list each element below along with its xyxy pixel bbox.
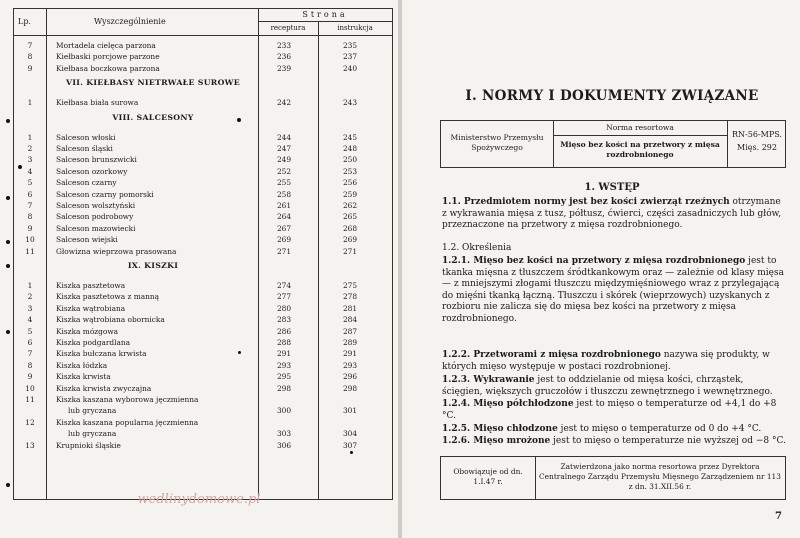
table-row: [14, 234, 392, 245]
recipe-page: 242: [276, 98, 292, 108]
instruction-page: 248: [342, 144, 358, 153]
row-number: 4: [27, 315, 33, 325]
recipe-page: 303: [276, 429, 292, 439]
table-row: [14, 440, 392, 451]
row-name: Kiszka łódzka: [56, 360, 108, 370]
row-number: 2: [27, 144, 33, 153]
table-row: [14, 97, 392, 108]
table-row: [14, 40, 392, 51]
row-name: Kiszka wątrobiana obornicka: [56, 315, 165, 325]
row-name: Kiszka podgardlana: [56, 338, 131, 347]
row-number: 3: [27, 303, 33, 313]
ministry-name: Ministerstwo Przemysłu Spożywczego: [450, 133, 544, 152]
table-row: [14, 51, 392, 62]
row-number: 6: [27, 189, 33, 199]
row-name: lub gryczana: [68, 429, 117, 439]
instruction-page: 291: [342, 349, 358, 359]
row-name: lub gryczana: [68, 406, 117, 416]
instruction-page: 235: [342, 41, 358, 50]
recipe-page: 233: [276, 41, 292, 50]
row-number: 7: [27, 41, 33, 50]
paragraph-lead: 1.2.5. Mięso chłodzone: [442, 424, 558, 434]
ink-mark: [6, 196, 10, 200]
paragraph-text: otrzymane z wykrawania mięsa z tusz, półtusz, ćwierci, części zasadniczych lub głów, przeznaczone na przetwory z mięsa rozdrobnionego.: [442, 197, 782, 231]
norm-type: Norma resortowa: [606, 123, 674, 132]
instruction-page: 259: [342, 189, 358, 199]
row-name: Głowizna wieprzowa prasowana: [56, 246, 177, 256]
row-number: 1: [27, 98, 33, 108]
header-name: Wyszczególnienie: [94, 17, 166, 26]
row-name: Salceson podrobowy: [56, 212, 134, 222]
instruction-page: 304: [342, 429, 358, 439]
page-number: 7: [775, 511, 782, 522]
table-row: [14, 291, 392, 302]
recipe-page: 298: [276, 383, 292, 393]
row-number: 10: [25, 383, 35, 393]
recipe-page: 261: [276, 201, 292, 210]
instruction-page: 265: [342, 212, 358, 222]
row-number: 4: [27, 166, 33, 176]
recipe-page: 255: [276, 178, 292, 188]
header-page-group: Strona: [302, 10, 348, 19]
recipe-page: 291: [276, 349, 292, 359]
paragraph-text: nazywa się produkty, w których mięso występuje w postaci rozdrobnionej.: [442, 350, 770, 372]
table-row: [14, 200, 392, 211]
instruction-page: 237: [342, 52, 358, 62]
paragraph-1-2-6: [442, 436, 786, 448]
header-instruction: instrukcja: [337, 24, 373, 32]
row-name: Kiełbaski porcjowe parzone: [56, 52, 160, 62]
section-title: 1. WSTĘP: [584, 182, 640, 193]
paragraph-lead: 1.2.2. Przetworami z mięsa rozdrobnionego: [442, 350, 661, 360]
row-number: 9: [27, 223, 33, 233]
header-divider: [14, 35, 392, 36]
paragraph-text: jest to mięso o temperaturze od 0 do +4 °C.: [557, 424, 762, 434]
paragraph-lead: 1.2.4. Mięso półchłodzone: [442, 399, 574, 409]
row-name: Kiszka mózgowa: [56, 326, 119, 336]
ink-mark: [237, 118, 241, 122]
row-name: Kiszka krwista zwyczajna: [56, 383, 152, 393]
norm-subject: Mięso bez kości na przetwory z mięsa rozdrobnionego: [560, 140, 720, 159]
recipe-page: 277: [276, 292, 292, 302]
recipe-page: 306: [276, 440, 292, 450]
paragraph-1-2-4: [442, 399, 786, 422]
instruction-page: 293: [342, 360, 358, 370]
table-row: [14, 360, 392, 371]
table-row: [14, 326, 392, 337]
recipe-page: 300: [276, 406, 292, 416]
row-name: Kiszka wątrobiana: [56, 303, 126, 313]
row-name: Kiszka pasztetowa z manną: [56, 292, 160, 302]
ink-mark: [6, 264, 10, 268]
table-row: [14, 428, 392, 439]
section-heading: VII. KIEŁBASY NIETRWAŁE SUROWE: [66, 78, 240, 88]
recipe-page: 269: [276, 235, 292, 245]
row-name: Kiszka kaszana wyborowa jęczmienna: [56, 395, 199, 404]
row-number: 11: [25, 246, 35, 256]
document-title: I. NORMY I DOKUMENTY ZWIĄZANE: [465, 88, 759, 104]
table-row: [14, 63, 392, 74]
paragraph-text: jest to mięso o temperaturze nie wyższej od −8 °C.: [550, 436, 786, 446]
instruction-page: 284: [342, 315, 358, 325]
paragraph-1-1: [442, 197, 786, 232]
paragraph-text: jest to tkanka mięsna z tłuszczem śródtkankowym oraz — zależnie od klasy mięsa — z mniejszymi złogami tłuszczu międzymięśniowego wraz z przylegającą do mięśni tkanką łączną. Tłuszczu i skórek (wieprzowych) uzyskanych z rozbioru nie zalicza się do mięsa bez kości na przetwory z mięsa rozdrobnionego.: [442, 256, 784, 324]
table-row: [14, 132, 392, 143]
instruction-page: 245: [342, 132, 358, 142]
instruction-page: 298: [342, 383, 358, 393]
approval-box: [440, 456, 786, 500]
row-number: 1: [27, 281, 33, 290]
ink-mark: [6, 240, 10, 244]
right-page: [402, 0, 800, 538]
recipe-page: 236: [276, 52, 292, 62]
row-name: Salceson brunszwicki: [56, 155, 137, 165]
recipe-page: 283: [276, 315, 292, 325]
paragraph-1-2-3: [442, 375, 786, 398]
header-recipe: receptura: [270, 24, 306, 32]
row-name: Salceson czarny: [56, 178, 117, 188]
paragraph-lead: 1.2.3. Wykrawanie: [442, 375, 535, 385]
header-lp: Lp.: [18, 17, 31, 26]
ink-mark: [6, 330, 10, 334]
paragraph-1-2-5: [442, 424, 786, 436]
row-name: Kiszka kaszana popularna jęczmienna: [56, 417, 199, 427]
table-row: [14, 371, 392, 382]
row-number: 8: [27, 360, 33, 370]
paragraph-lead: 1.2.1. Mięso bez kości na przetwory z mięsa rozdrobnionego: [442, 256, 746, 266]
table-row: [14, 348, 392, 359]
paragraph-text: jest to mięso o temperaturze od +4,1 do +8 °C.: [442, 399, 777, 421]
paragraph-text: jest to oddzielanie od mięsa kości, chrząstek, ścięgien, większych gruczołów i tłuszczu zewnętrznego i wewnętrznego.: [442, 375, 773, 397]
row-number: 10: [25, 235, 35, 245]
recipe-page: 267: [276, 223, 292, 233]
row-number: 8: [27, 212, 33, 222]
instruction-page: 307: [342, 440, 358, 450]
table-row: [14, 143, 392, 154]
norm-header-box: [440, 120, 786, 168]
instruction-page: 240: [342, 63, 358, 73]
section-heading: VIII. SALCESONY: [112, 112, 194, 122]
instruction-page: 281: [342, 303, 358, 313]
paragraph-1-2-2: [442, 350, 786, 373]
table-row: [14, 189, 392, 200]
instruction-page: 256: [342, 178, 358, 188]
section-heading: IX. KISZKI: [127, 261, 179, 270]
contents-table: [13, 8, 393, 500]
recipe-page: 274: [276, 281, 292, 290]
recipe-page: 288: [276, 338, 292, 347]
table-row: [14, 417, 392, 428]
row-number: 5: [27, 178, 33, 188]
row-name: Kiszka pasztetowa: [56, 281, 126, 290]
table-row: [14, 383, 392, 394]
recipe-page: 239: [276, 63, 292, 73]
effective-date: Obowiązuje od dn. 1.I.47 r.: [453, 467, 523, 486]
instruction-page: 287: [342, 326, 358, 336]
paragraph-1-2-1: [442, 256, 786, 326]
recipe-page: 249: [276, 155, 292, 165]
row-number: 3: [27, 155, 33, 165]
row-number: 13: [25, 440, 35, 450]
watermark: wedlinydomowe.pl: [137, 492, 261, 507]
instruction-page: 268: [342, 223, 358, 233]
row-name: Krupnioki śląskie: [56, 440, 121, 450]
instruction-page: 250: [342, 155, 358, 165]
row-name: Salceson śląski: [56, 144, 113, 153]
recipe-page: 280: [276, 303, 292, 313]
norm-code: RN-56-MPS. Mięs. 292: [732, 130, 782, 152]
table-row: [14, 394, 392, 405]
row-name: Kiszka bułczana krwista: [56, 349, 147, 359]
row-name: Salceson czarny pomorski: [56, 189, 154, 199]
row-number: 7: [27, 349, 33, 359]
recipe-page: 271: [276, 246, 292, 256]
paragraph-lead: 1.2.6. Mięso mrożone: [442, 436, 551, 446]
instruction-page: 296: [342, 372, 358, 382]
recipe-page: 244: [276, 132, 292, 142]
recipe-page: 286: [276, 326, 292, 336]
table-row: [14, 246, 392, 257]
recipe-page: 252: [276, 166, 292, 176]
ink-mark: [238, 351, 241, 354]
paragraph-1-2: 1.2. Określenia: [442, 243, 512, 253]
box-divider: [535, 457, 536, 499]
row-name: Mortadela cielęca parzona: [56, 41, 156, 50]
header-divider: [258, 21, 392, 22]
row-number: 1: [27, 132, 33, 142]
recipe-page: 247: [276, 144, 292, 153]
row-name: Kiełbasa boczkowa parzona: [56, 63, 160, 73]
table-row: [14, 314, 392, 325]
table-row: [14, 223, 392, 234]
row-number: 2: [27, 292, 33, 302]
instruction-page: 301: [342, 406, 358, 416]
recipe-page: 293: [276, 360, 292, 370]
ink-mark: [350, 451, 353, 454]
row-number: 6: [27, 338, 33, 347]
recipe-page: 258: [276, 189, 292, 199]
row-name: Salceson wolsztyński: [56, 201, 136, 210]
table-row: [14, 211, 392, 222]
row-number: 9: [27, 372, 33, 382]
row-name: Salceson mazowiecki: [56, 223, 136, 233]
instruction-page: 271: [342, 246, 358, 256]
instruction-page: 253: [342, 166, 358, 176]
approval-text: Zatwierdzona jako norma resortowa przez Dyrektora Centralnego Zarządu Przemysłu Mięsnego Zarządzeniem nr 113 z dn. 31.XII.56 r.: [539, 462, 781, 491]
recipe-page: 264: [276, 212, 292, 222]
row-number: 5: [27, 326, 33, 336]
table-row: [14, 303, 392, 314]
table-row: [14, 337, 392, 348]
table-row: [14, 154, 392, 165]
instruction-page: 262: [342, 201, 358, 210]
instruction-page: 289: [342, 338, 358, 347]
table-row: [14, 405, 392, 416]
row-name: Kiszka krwista: [56, 372, 111, 382]
row-name: Kiełbasa biała surowa: [56, 98, 139, 108]
row-name: Salceson ozorkowy: [56, 166, 128, 176]
row-name: Salceson wiejski: [56, 235, 118, 245]
ink-mark: [18, 165, 22, 169]
ink-mark: [6, 483, 10, 487]
recipe-page: 295: [276, 372, 292, 382]
row-number: 8: [27, 52, 33, 62]
row-number: 12: [25, 417, 35, 427]
instruction-page: 243: [342, 98, 358, 108]
box-divider: [553, 135, 727, 136]
table-row: [14, 166, 392, 177]
row-number: 9: [27, 63, 33, 73]
row-number: 11: [25, 395, 35, 404]
row-number: 7: [27, 201, 33, 210]
paragraph-lead: 1.1. Przedmiotem normy jest bez kości zwierząt rzeźnych: [442, 197, 730, 207]
box-divider: [727, 121, 728, 167]
instruction-page: 275: [342, 281, 358, 290]
instruction-page: 269: [342, 235, 358, 245]
ink-mark: [6, 119, 10, 123]
table-row: [14, 280, 392, 291]
row-name: Salceson włoski: [56, 132, 116, 142]
table-row: [14, 177, 392, 188]
left-page: [0, 0, 398, 538]
instruction-page: 278: [342, 292, 358, 302]
